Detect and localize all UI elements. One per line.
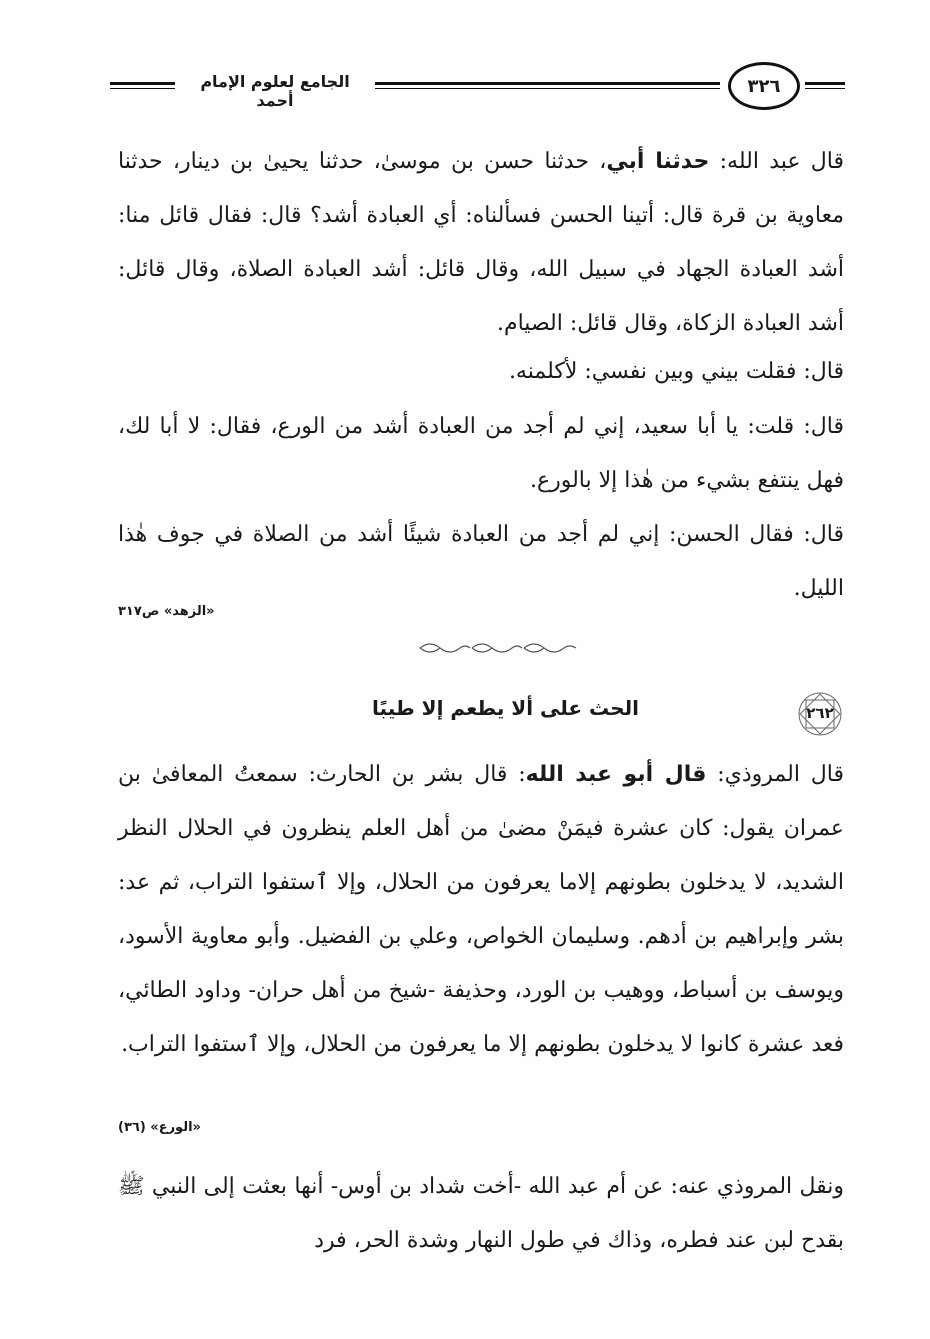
page-number: ٣٢٦	[728, 62, 800, 110]
header-rule-middle	[375, 82, 720, 89]
paragraph-5-lead: قال المروذي:	[706, 762, 844, 787]
section-number-badge	[796, 690, 844, 738]
book-title: الجامع لعلوم الإمام أحمد	[200, 72, 350, 110]
paragraph-5	[118, 748, 844, 1072]
header-rule-left	[110, 82, 175, 89]
header-rule-right	[805, 82, 845, 89]
divider-ornament-icon	[418, 640, 578, 656]
page-header	[110, 62, 845, 112]
paragraph-1-text: ، حدثنا حسن بن موسىٰ، حدثنا يحيىٰ بن دينار، حدثنا معاوية بن قرة قال: أتينا الحسن فسألناه: أي العبادة أشد؟ قال: فقال قائل منا: أشد العبادة الجهاد في سبيل الله، وقال قائل: أشد العبادة الصلاة، وقال قائل: أشد العبادة الزكاة، وقال قائل: الصيام.	[118, 149, 845, 336]
section-number: ٢٦٢	[806, 704, 834, 722]
paragraph-5-text: : قال بشر بن الحارث: سمعتُ المعافىٰ بن عمران يقول: كان عشرة فيمَنْ مضىٰ من أهل العلم ينظرون في الحلال النظر الشديد، لا يدخلون بطونهم إلاما يعرفون من الحلال، وإلا ٱستفوا التراب، ثم عد: بشر وإبراهيم بن أدهم. وسليمان الخواص، وعلي بن الفضيل. وأبو معاوية الأسود، ويوسف بن أسباط، ووهيب بن الورد، وحذيفة -شيخ من أهل حران- وداود الطائي، فعد عشرة كانوا لا يدخلون بطونهم إلا ما يعرفون من الحلال، وإلا ٱستفوا التراب.	[118, 762, 844, 1057]
section-heading	[118, 690, 844, 740]
paragraph-5-bold: قال أبو عبد الله	[525, 762, 707, 787]
paragraph-4: قال: فقال الحسن: إني لم أجد من العبادة شيئًا أشد من الصلاة في جوف هٰذا الليل.	[118, 522, 844, 601]
paragraph-1-bold: حدثنا أبي	[606, 149, 710, 174]
paragraph-2: قال: فقلت بيني وبين نفسي: لأكلمنه.	[508, 359, 844, 384]
paragraph-1	[118, 135, 844, 351]
paragraph-6: ونقل المروذي عنه: عن أم عبد الله -أخت شداد بن أوس- أنها بعثت إلى النبي ﷺ بقدح لبن عند فطره، وذاك في طول النهار وشدة الحر، فرد	[118, 1174, 844, 1253]
source-citation-2: «الورع» (٣٦)	[118, 1120, 201, 1135]
paragraph-1-lead: قال عبد الله:	[709, 149, 844, 174]
paragraph-3: قال: قلت: يا أبا سعيد، إني لم أجد من العبادة أشد من الورع، فقال: لا أبا لك، فهل ينتفع بشيء من هٰذا إلا بالورع.	[118, 414, 844, 493]
source-citation-1: «الزهد» ص٣١٧	[118, 604, 215, 619]
section-title: الحث على ألا يطعم إلا طيبًا	[372, 696, 639, 720]
